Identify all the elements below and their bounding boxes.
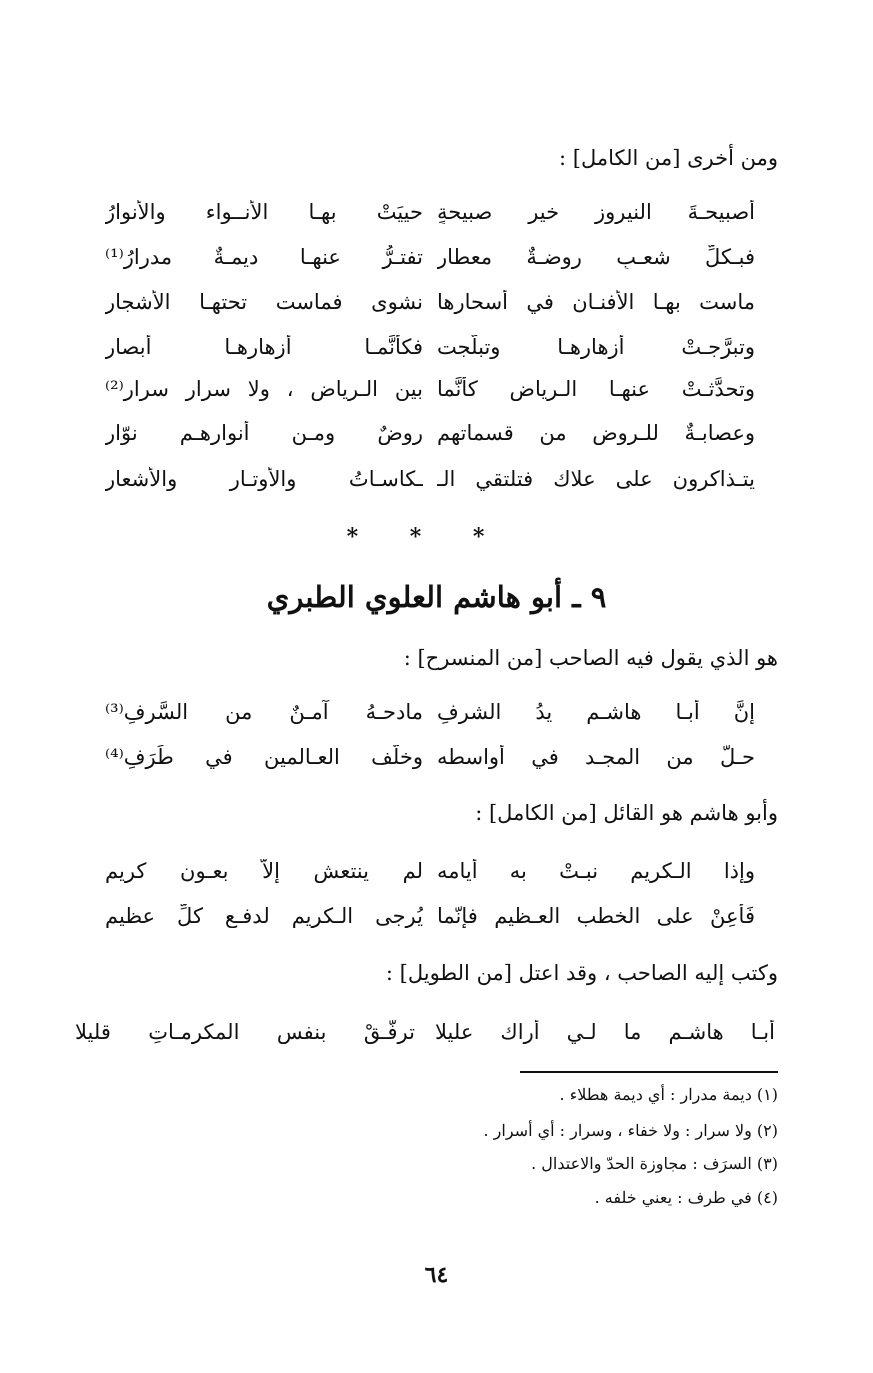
footnote: (٢) ولا سرار : ولا خفاء ، وسرار : أي أسرار . (483, 1121, 778, 1140)
page-number: ٦٤ (424, 1262, 449, 1288)
first-hemistich: يتـذاكرون على علاك فتلتقي الـ (437, 467, 755, 491)
first-hemistich: وتبرَّجـتْ أزهارهـا وتبلَّجت (437, 335, 755, 359)
verse-line (105, 369, 755, 409)
verse-line (75, 1012, 775, 1052)
poem-intro: ومن أخرى [من الكامل] : (559, 146, 778, 170)
verse-line (105, 692, 755, 732)
poem-intro: هو الذي يقول فيه الصاحب [من المنسرح] : (403, 646, 778, 670)
second-hemistich: حييَتْ بهـا الأنــواء والأنوارُ (105, 200, 423, 224)
second-hemistich: روضٌ ومـن أنوارهـم نوّار (105, 421, 423, 445)
second-hemistich: ترفَّـقْ بنفس المكرمـاتِ قليلا (75, 1020, 415, 1044)
first-hemistich: إنَّ أبـا هاشـمٍ يدُ الشرفِ (437, 700, 755, 724)
poem-intro: وكتب إليه الصاحب ، وقد اعتل [من الطويل] : (385, 961, 778, 985)
verse-line (105, 459, 755, 499)
footnote: (٣) السرَف : مجاوزة الحدّ والاعتدال . (531, 1154, 778, 1173)
first-hemistich: أبـا هاشـمٍ ما لـي أراك عليلا (435, 1020, 775, 1044)
first-hemistich: ماست بهـا الأفنـان في أسحارها (437, 290, 755, 314)
footnote: (١) ديمة مدرار : أي ديمة هطلاء . (559, 1085, 778, 1104)
verse-line (105, 413, 755, 453)
section-heading: ٩ ـ أبو هاشم العلوي الطبري (266, 580, 607, 614)
section-separator: * * * (346, 524, 507, 550)
second-hemistich: بين الـرياض ، ولا سرار سرار⁽²⁾ (105, 377, 423, 401)
verse-line (105, 896, 755, 936)
verse-line (105, 327, 755, 367)
first-hemistich: وإذا الـكريم نبـتْ به أيامه (437, 859, 755, 883)
verse-line (105, 282, 755, 322)
verse-line (105, 851, 755, 891)
first-hemistich: وتحدَّثـتْ عنهـا الـرياض كأنَّما (437, 377, 755, 401)
second-hemistich: نشوى فماست تحتهـا الأشجار (105, 290, 423, 314)
first-hemistich: فبـكلِّ شعـبٍ روضـةٌ معطار (437, 245, 755, 269)
verse-line (105, 737, 755, 777)
verse-line (105, 237, 755, 277)
second-hemistich: لم ينتعش إلاَّ بعـونِ كريم (105, 859, 423, 883)
verse-line (105, 192, 755, 232)
second-hemistich: يُرجى الـكريم لدفـع كلِّ عظيم (105, 904, 423, 928)
first-hemistich: حـلَّ من المجـد في أواسطه (437, 745, 755, 769)
poem-intro: وأبو هاشم هو القائل [من الكامل] : (475, 801, 778, 825)
footnote: (٤) في طرف : يعني خلفه . (594, 1188, 778, 1207)
second-hemistich: وخلَّف العـالمين في طَرَفِ⁽⁴⁾ (105, 745, 423, 769)
second-hemistich: ـكاسـاتُ والأوتـار والأشعار (105, 467, 423, 491)
first-hemistich: وعصابـةٌ للـروض من قسماتهم (437, 421, 755, 445)
second-hemistich: فكأنَّمـا أزهارهـا أبصار (105, 335, 423, 359)
first-hemistich: أصبيحـةَ النيروز خير صبيحةٍ (437, 200, 755, 224)
footnote-divider (520, 1071, 778, 1073)
second-hemistich: تفتـرُّ عنهـا ديمـةٌ مدرارُ⁽¹⁾ (105, 245, 423, 269)
second-hemistich: مادحـهُ آمـنٌ من السَّرفِ⁽³⁾ (105, 700, 423, 724)
first-hemistich: فَأَعِنْ على الخطب العـظيم فإنّما (437, 904, 755, 928)
